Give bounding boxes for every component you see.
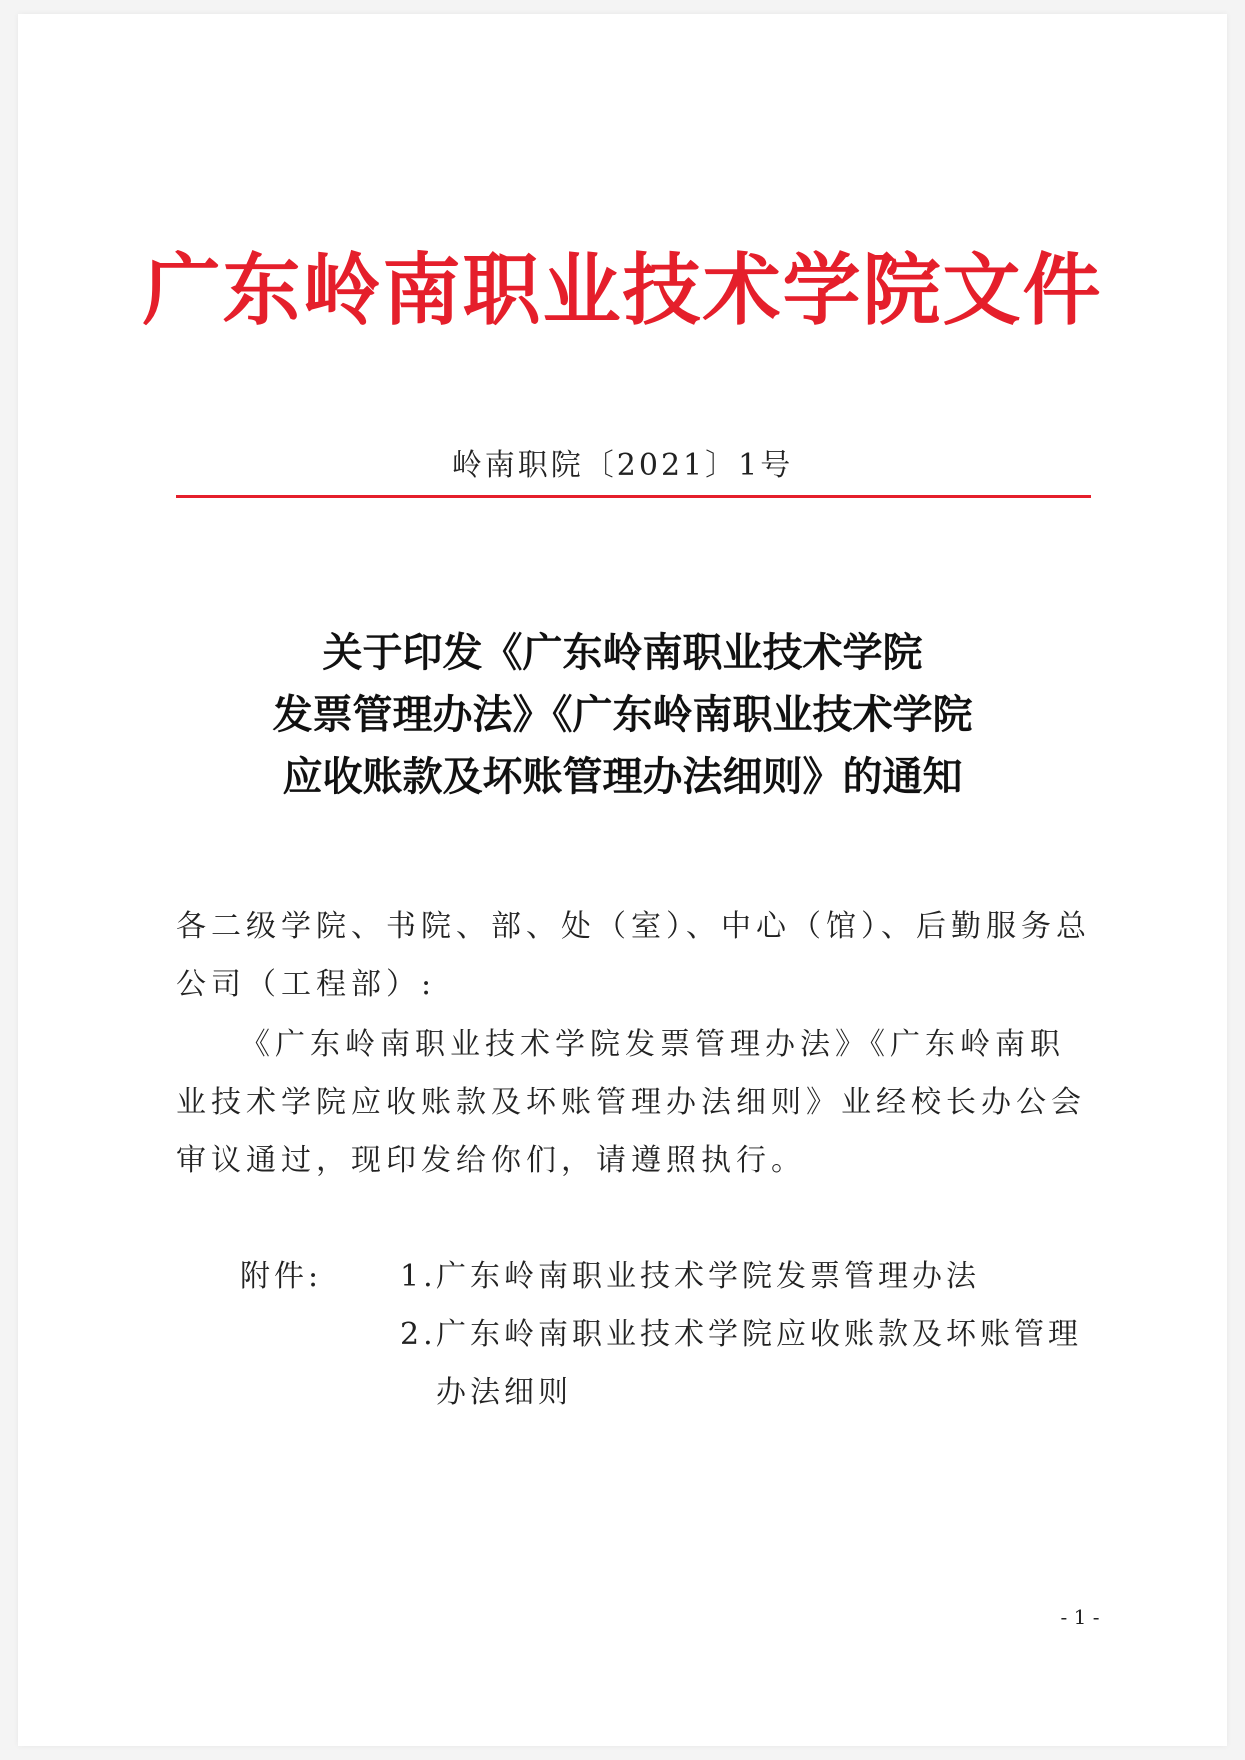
notice-title-line: 应收账款及坏账管理办法细则》的通知 bbox=[282, 753, 963, 800]
attachment-item bbox=[176, 1306, 1091, 1422]
attachment-number: 1. bbox=[400, 1259, 437, 1294]
attachments-section bbox=[176, 1248, 1091, 1422]
attachments-label: 附件: bbox=[240, 1259, 323, 1294]
notice-title bbox=[0, 622, 1245, 808]
header-divider bbox=[176, 495, 1091, 498]
document-number: 岭南职院〔2021〕1号 bbox=[451, 448, 794, 483]
attachment-title: 广东岭南职业技术学院发票管理办法 bbox=[436, 1259, 980, 1294]
attachment-title: 广东岭南职业技术学院应收账款及坏账管理办法细则 bbox=[436, 1317, 1082, 1410]
page-number: - 1 - bbox=[1060, 1605, 1100, 1629]
attachment-item bbox=[176, 1248, 1091, 1306]
notice-title-line: 发票管理办法》《广东岭南职业技术学院 bbox=[272, 691, 973, 738]
attachment-number: 2. bbox=[400, 1317, 437, 1352]
issuer-header-title: 广东岭南职业技术学院文件 bbox=[142, 245, 1103, 336]
body-paragraph: 《广东岭南职业技术学院发票管理办法》《广东岭南职业技术学院应收账款及坏账管理办法细则》业经校长办公会审议通过，现印发给你们，请遵照执行。 bbox=[176, 1027, 1086, 1178]
notice-title-line: 关于印发《广东岭南职业技术学院 bbox=[322, 629, 923, 676]
addressee: 各二级学院、书院、部、处（室）、中心（馆）、后勤服务总公司（工程部）: bbox=[176, 909, 1091, 1002]
